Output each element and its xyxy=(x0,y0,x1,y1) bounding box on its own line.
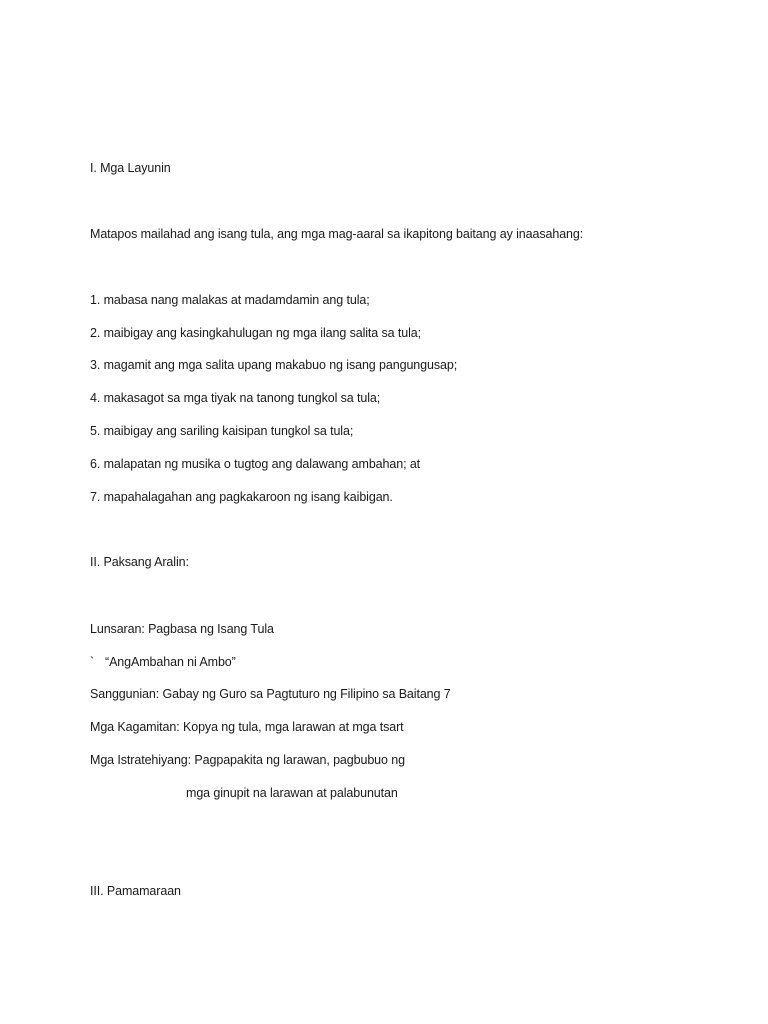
sanggunian-line: Sanggunian: Gabay ng Guro sa Pagtuturo ng Filipino sa Baitang 7 xyxy=(90,687,451,701)
lunsaran-line: Lunsaran: Pagbasa ng Isang Tula xyxy=(90,622,274,636)
objective-item: 2. maibigay ang kasingkahulugan ng mga ilang salita sa tula; xyxy=(90,326,422,340)
quote-mark: ` xyxy=(90,655,95,669)
section-heading-pamamaraan: III. Pamamaraan xyxy=(90,884,181,898)
objectives-intro: Matapos mailahad ang isang tula, ang mga mag-aaral sa ikapitong baitang ay inaasahang: xyxy=(90,227,584,241)
kagamitan-line: Mga Kagamitan: Kopya ng tula, mga larawan at mga tsart xyxy=(90,720,404,734)
poem-title: “AngAmbahan ni Ambo” xyxy=(105,655,236,669)
istratehiya-continuation: mga ginupit na larawan at palabunutan xyxy=(186,786,398,800)
section-heading-layunin: I. Mga Layunin xyxy=(90,161,171,175)
objective-item: 4. makasagot sa mga tiyak na tanong tungkol sa tula; xyxy=(90,391,381,405)
objective-item: 6. malapatan ng musika o tugtog ang dalawang ambahan; at xyxy=(90,457,421,471)
objective-item: 7. mapahalagahan ang pagkakaroon ng isang kaibigan. xyxy=(90,490,393,504)
section-heading-paksang-aralin: II. Paksang Aralin: xyxy=(90,555,189,569)
istratehiya-line: Mga Istratehiyang: Pagpapakita ng larawan, pagbubuo ng xyxy=(90,753,405,767)
objective-item: 1. mabasa nang malakas at madamdamin ang tula; xyxy=(90,293,370,307)
objective-item: 5. maibigay ang sariling kaisipan tungkol sa tula; xyxy=(90,424,354,438)
objective-item: 3. magamit ang mga salita upang makabuo ng isang pangungusap; xyxy=(90,358,458,372)
